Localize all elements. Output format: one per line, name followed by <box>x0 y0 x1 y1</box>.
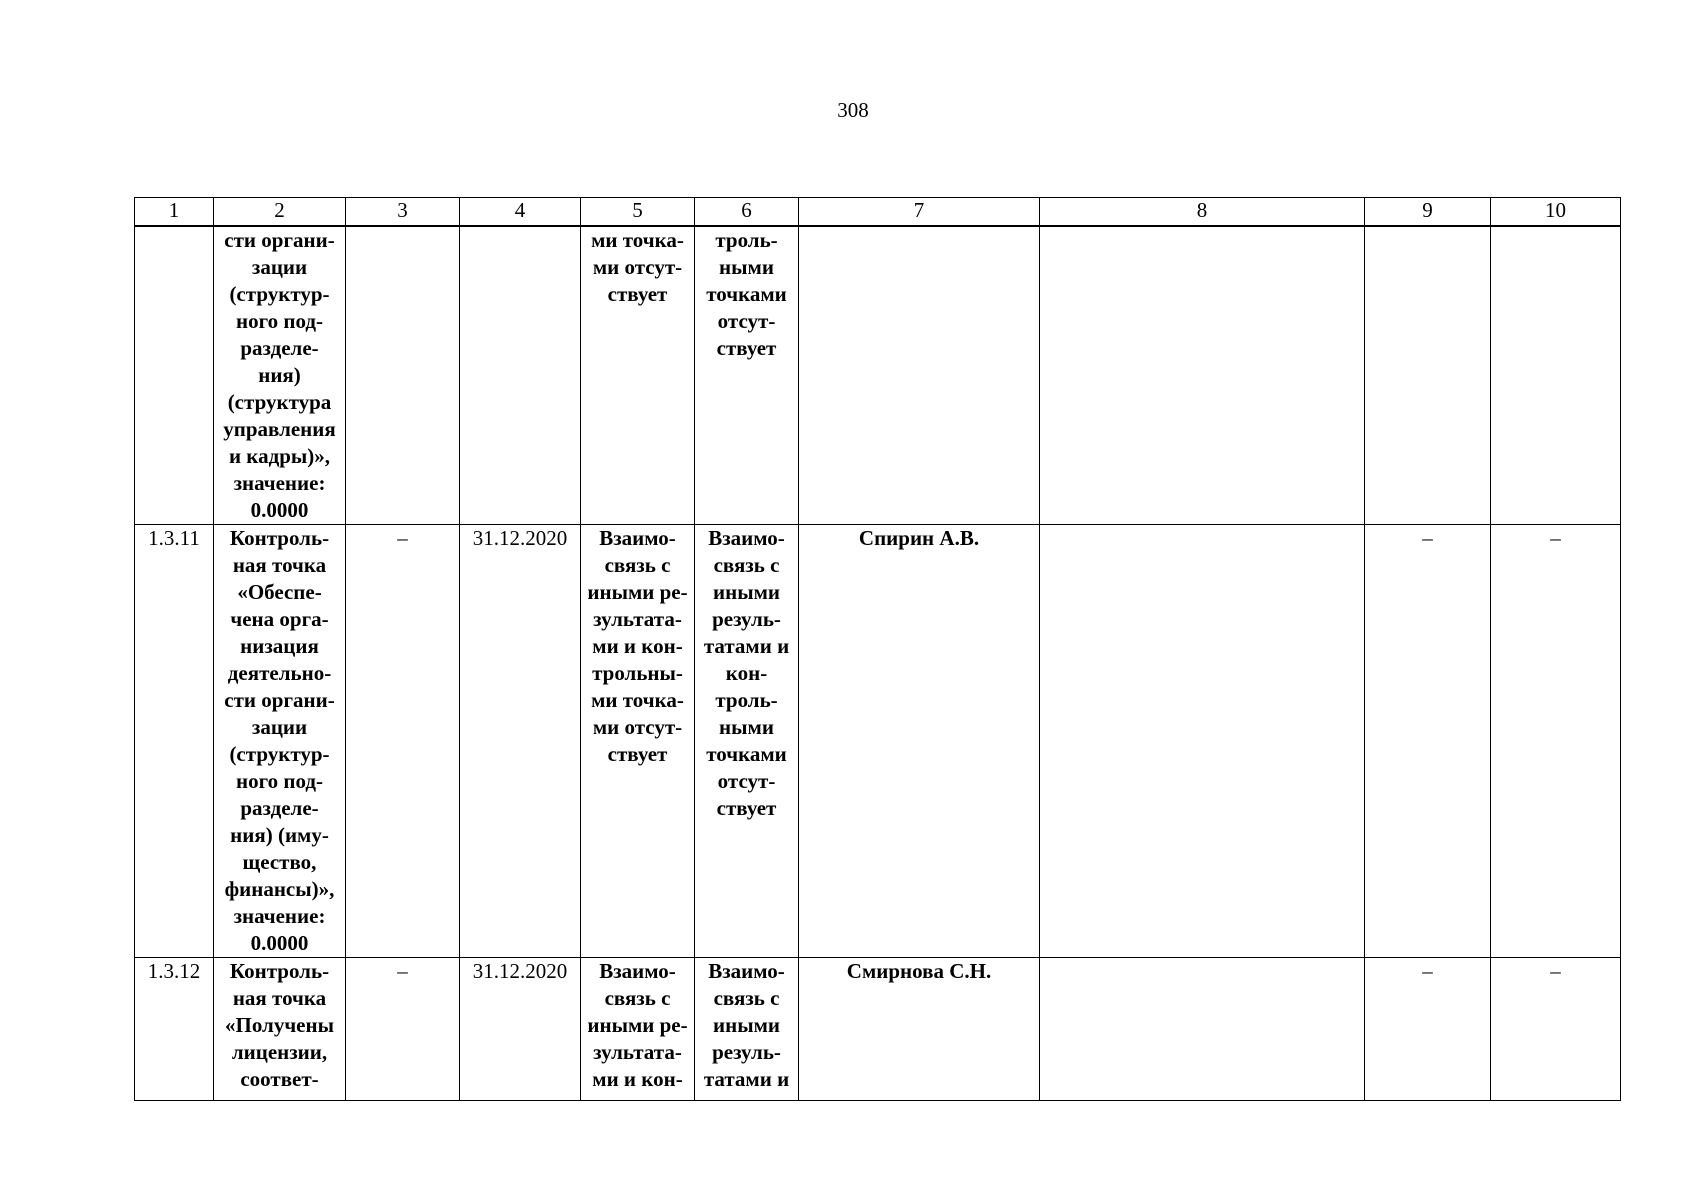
page-number: 308 <box>837 98 869 122</box>
table-row <box>135 226 1621 525</box>
table-cell-col6: троль- ными точками отсут- ствует <box>695 226 799 525</box>
column-header: 3 <box>346 198 460 227</box>
table-cell-date: 31.12.2020 <box>460 958 581 1101</box>
table-cell-col9: – <box>1365 958 1491 1101</box>
column-header: 10 <box>1491 198 1621 227</box>
table-cell-col5: ми точка- ми отсут- ствует <box>581 226 695 525</box>
table-header-row <box>135 198 1621 227</box>
table-cell-col10: – <box>1491 525 1621 958</box>
data-table <box>134 197 1621 1101</box>
table-cell-col9: – <box>1365 525 1491 958</box>
table-cell-col6: Взаимо- связь с иными резуль- татами и <box>695 958 799 1101</box>
table-cell-col3: – <box>346 525 460 958</box>
table-cell-col10: – <box>1491 958 1621 1101</box>
table-cell-responsible <box>799 226 1040 525</box>
table-cell-description: сти органи- зации (структур- ного под- разделе- ния) (структура управления и кадры)», значение: 0.0000 <box>214 226 346 525</box>
column-header: 5 <box>581 198 695 227</box>
table-cell-date <box>460 226 581 525</box>
table-cell-col8 <box>1040 525 1365 958</box>
table-cell-responsible: Спирин А.В. <box>799 525 1040 958</box>
table-cell-col6: Взаимо- связь с иными резуль- татами и кон- троль- ными точками отсут- ствует <box>695 525 799 958</box>
column-header: 1 <box>135 198 214 227</box>
table-cell-description: Контроль- ная точка «Обеспе- чена орга- низация деятельно- сти органи- зации (структур- ного под- разделе- ния) (иму- щество, финансы)», значение: 0.0000 <box>214 525 346 958</box>
table-cell-responsible: Смирнова С.Н. <box>799 958 1040 1101</box>
table-cell-date: 31.12.2020 <box>460 525 581 958</box>
table-cell-col9 <box>1365 226 1491 525</box>
table-cell-col10 <box>1491 226 1621 525</box>
table-cell-col5: Взаимо- связь с иными ре- зультата- ми и кон- трольны- ми точка- ми отсут- ствует <box>581 525 695 958</box>
table-cell-number <box>135 226 214 525</box>
table-cell-description: Контроль- ная точка «Получены лицензии, соответ- <box>214 958 346 1101</box>
column-header: 2 <box>214 198 346 227</box>
column-header: 9 <box>1365 198 1491 227</box>
table-cell-col8 <box>1040 226 1365 525</box>
column-header: 8 <box>1040 198 1365 227</box>
table-cell-number: 1.3.11 <box>135 525 214 958</box>
table-cell-col8 <box>1040 958 1365 1101</box>
column-header: 7 <box>799 198 1040 227</box>
table-cell-col3 <box>346 226 460 525</box>
table-cell-col5: Взаимо- связь с иными ре- зультата- ми и кон- <box>581 958 695 1101</box>
table-cell-col3: – <box>346 958 460 1101</box>
column-header: 4 <box>460 198 581 227</box>
column-header: 6 <box>695 198 799 227</box>
table-cell-number: 1.3.12 <box>135 958 214 1101</box>
table-row <box>135 958 1621 1101</box>
table-row <box>135 525 1621 958</box>
